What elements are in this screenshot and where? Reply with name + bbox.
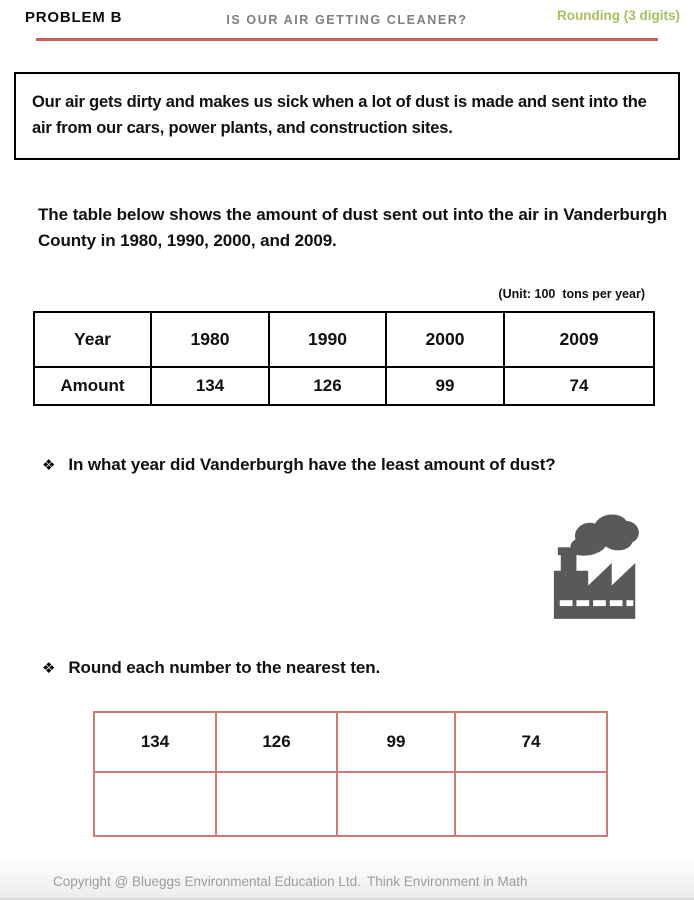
copyright-text: Copyright @ Blueggs Environmental Education Ltd. bbox=[53, 874, 361, 889]
rounding-answer-table bbox=[93, 711, 608, 837]
problem-label: PROBLEM B bbox=[25, 9, 123, 26]
table-row bbox=[94, 712, 607, 772]
tagline-text: Think Environment in Math bbox=[367, 874, 528, 889]
unit-note: (Unit: 100 tons per year) bbox=[498, 287, 645, 301]
question-text: Round each number to the nearest ten. bbox=[68, 658, 381, 677]
number-cell: 99 bbox=[337, 712, 455, 772]
header-accent-rule bbox=[36, 38, 658, 41]
table-row bbox=[34, 367, 654, 405]
year-cell: 1980 bbox=[151, 312, 269, 367]
amount-cell: 99 bbox=[386, 367, 504, 405]
amount-cell: 74 bbox=[504, 367, 654, 405]
answer-blank-cell[interactable] bbox=[94, 772, 216, 836]
diamond-bullet-icon: ❖ bbox=[42, 457, 56, 474]
diamond-bullet-icon: ❖ bbox=[42, 660, 56, 677]
year-header-cell: Year bbox=[34, 312, 151, 367]
dust-data-table bbox=[33, 311, 655, 406]
answer-blank-cell[interactable] bbox=[455, 772, 607, 836]
amount-cell: 126 bbox=[269, 367, 386, 405]
question-round-numbers bbox=[42, 658, 380, 680]
intro-text-box bbox=[14, 72, 680, 160]
intro-text: Our air gets dirty and makes us sick when a lot of dust is made and sent into the air from our cars, power plants, and construction sites. bbox=[32, 93, 647, 138]
amount-header-cell: Amount bbox=[34, 367, 151, 405]
year-cell: 2000 bbox=[386, 312, 504, 367]
answer-blank-cell[interactable] bbox=[216, 772, 337, 836]
table-row bbox=[34, 312, 654, 367]
number-cell: 134 bbox=[94, 712, 216, 772]
year-cell: 1990 bbox=[269, 312, 386, 367]
table-description: The table below shows the amount of dust sent out into the air in Vanderburgh County in 1980, 1990, 2000, and 2009. bbox=[38, 205, 667, 251]
topic-badge: Rounding (3 digits) bbox=[557, 8, 680, 23]
number-cell: 126 bbox=[216, 712, 337, 772]
question-text: In what year did Vanderburgh have the least amount of dust? bbox=[68, 455, 556, 474]
page-title: IS OUR AIR GETTING CLEANER? bbox=[226, 13, 468, 27]
page-footer bbox=[0, 854, 694, 900]
question-least-dust bbox=[42, 455, 556, 477]
number-cell: 74 bbox=[455, 712, 607, 772]
table-row bbox=[94, 772, 607, 836]
amount-cell: 134 bbox=[151, 367, 269, 405]
factory-smoke-icon bbox=[549, 502, 647, 625]
answer-blank-cell[interactable] bbox=[337, 772, 455, 836]
year-cell: 2009 bbox=[504, 312, 654, 367]
